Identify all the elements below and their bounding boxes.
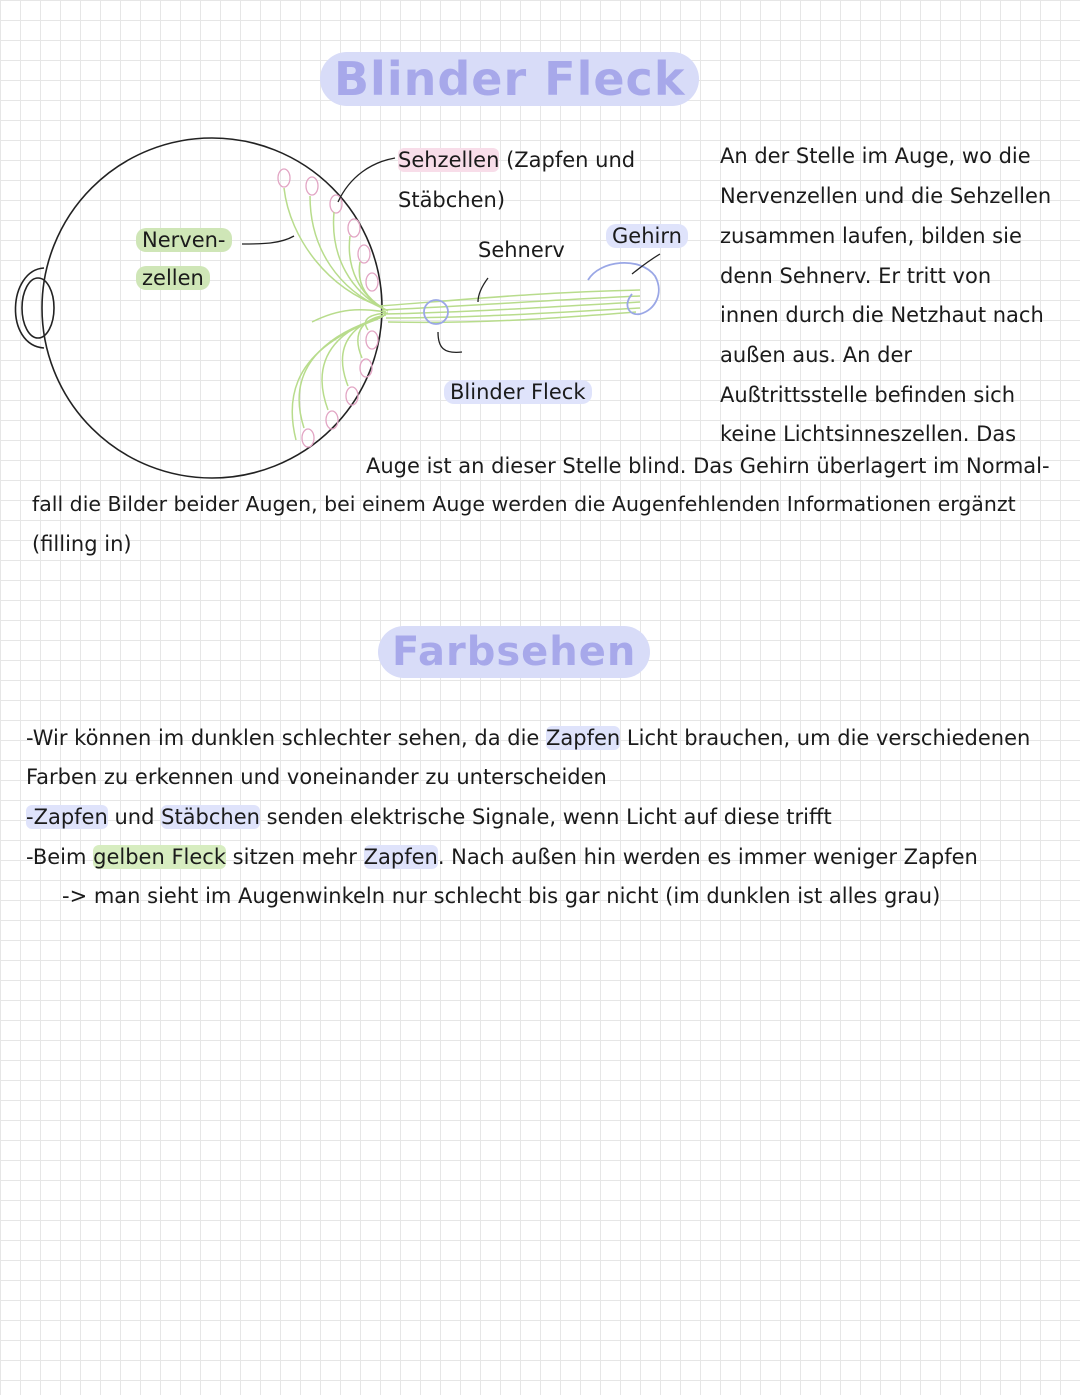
para2-line4 bbox=[26, 837, 978, 877]
brain-shape bbox=[588, 263, 659, 314]
label-nervenzellen-line1: Nerven- bbox=[136, 228, 232, 252]
para2-line4-b: . Nach außen hin werden es immer weniger Zapfen bbox=[437, 845, 978, 869]
label-nervenzellen bbox=[136, 226, 232, 254]
para2-line1 bbox=[26, 718, 1030, 758]
eyeball bbox=[42, 138, 382, 478]
para1-line11: (filling in) bbox=[32, 532, 132, 556]
para1-line3: zusammen laufen, bilden sie bbox=[720, 224, 1022, 248]
para1-line2: Nervenzellen und die Sehzellen bbox=[720, 184, 1052, 208]
label-sehzellen-rest: (Zapfen und bbox=[499, 148, 636, 172]
para2-line3-zapfen: -Zapfen bbox=[26, 805, 108, 829]
para2-line1-a: -Wir können im dunklen schlechter sehen, da die bbox=[26, 726, 547, 750]
label-nervenzellen-line2: zellen bbox=[136, 266, 210, 290]
para2-line1-b: Licht brauchen, um die verschiedenen bbox=[620, 726, 1031, 750]
label-blinder-fleck-text: Blinder Fleck bbox=[444, 380, 592, 404]
label-gehirn-text: Gehirn bbox=[606, 224, 688, 248]
para2-line3-staebchen: Stäbchen bbox=[161, 805, 260, 829]
label-blinder-fleck bbox=[444, 378, 592, 406]
label-sehnerv: Sehnerv bbox=[478, 238, 565, 262]
para1-line10: fall die Bilder beider Augen, bei einem Auge werden die Augenfehlenden Informationen ergänzt bbox=[32, 492, 1016, 516]
para2-line3-mid: und bbox=[107, 805, 162, 829]
para2-line4-gelber-fleck: gelben Fleck bbox=[93, 845, 226, 869]
para1-line9: Auge ist an dieser Stelle blind. Das Gehirn überlagert im Normal- bbox=[366, 454, 1050, 478]
label-gehirn bbox=[606, 222, 688, 250]
para2-line5: -> man sieht im Augenwinkeln nur schlecht bis gar nicht (im dunklen ist alles grau) bbox=[62, 884, 941, 908]
section-title-blinder-fleck: Blinder Fleck bbox=[320, 52, 699, 106]
para2-line1-zapfen: Zapfen bbox=[546, 726, 621, 750]
para2-line2: Farben zu erkennen und voneinander zu unterscheiden bbox=[26, 765, 607, 789]
para1-line4: denn Sehnerv. Er tritt von bbox=[720, 264, 992, 288]
para1-line7: Außtrittsstelle befinden sich bbox=[720, 383, 1016, 407]
section-title-farbsehen: Farbsehen bbox=[378, 626, 650, 678]
para1-line6: außen aus. An der bbox=[720, 343, 913, 367]
label-sehzellen bbox=[398, 146, 635, 174]
para2-line4-zapfen: Zapfen bbox=[363, 845, 438, 869]
para1-line8: keine Lichtsinneszellen. Das bbox=[720, 422, 1017, 446]
label-staebchen: Stäbchen) bbox=[398, 188, 506, 212]
para2-line4-mid: sitzen mehr bbox=[226, 845, 364, 869]
cornea bbox=[15, 268, 44, 348]
para2-line3 bbox=[26, 797, 832, 837]
para2-line3-b: senden elektrische Signale, wenn Licht auf diese trifft bbox=[259, 805, 832, 829]
label-nervenzellen-2 bbox=[136, 264, 210, 292]
label-sehzellen-highlight: Sehzellen bbox=[398, 148, 500, 172]
para1-line1: An der Stelle im Auge, wo die bbox=[720, 144, 1031, 168]
lens bbox=[22, 278, 54, 338]
para2-line4-a: -Beim bbox=[26, 845, 94, 869]
para1-line5: innen durch die Netzhaut nach bbox=[720, 303, 1044, 327]
